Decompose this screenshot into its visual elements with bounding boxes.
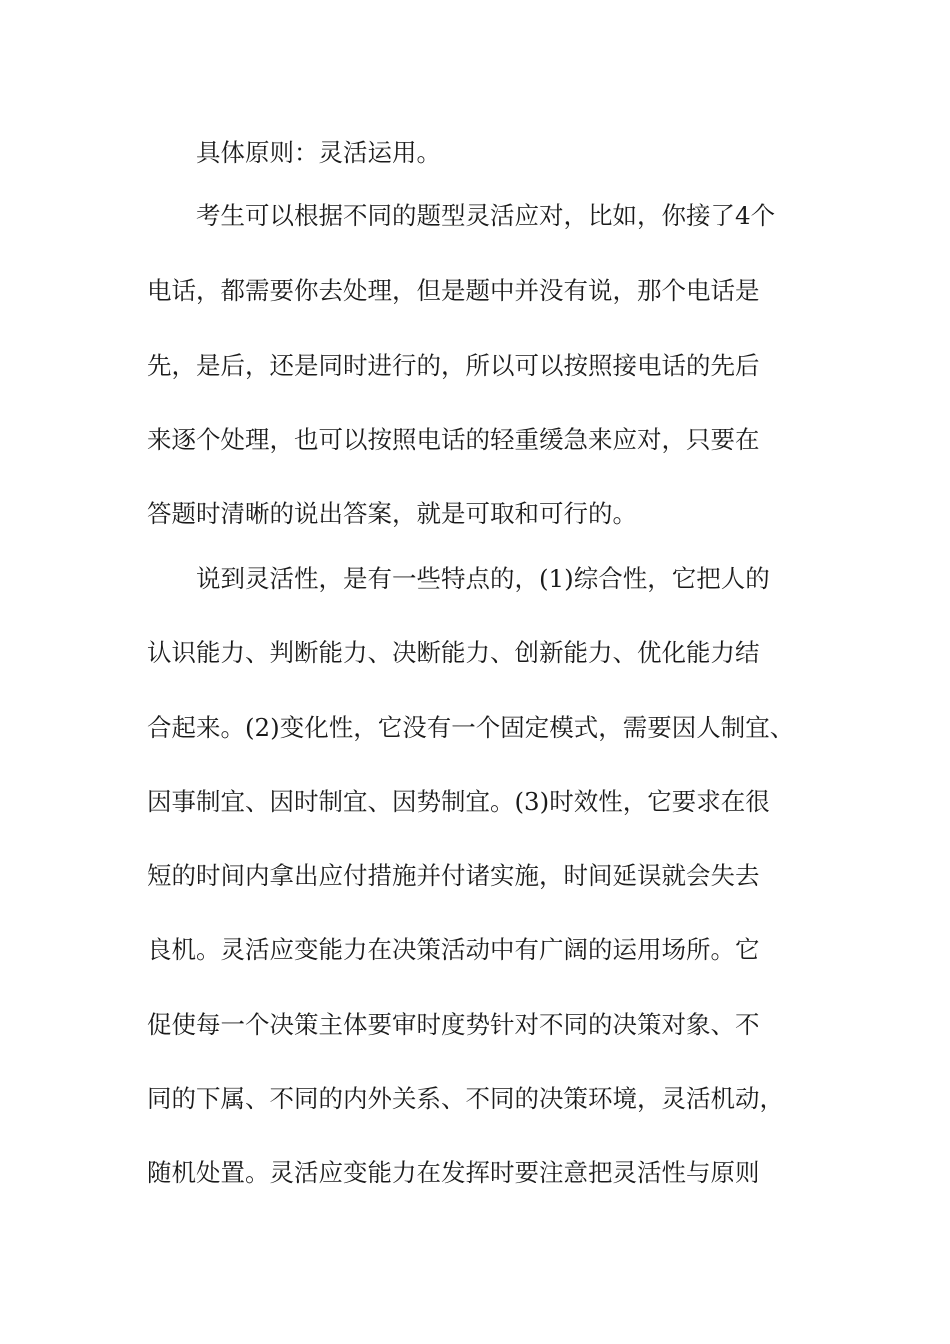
paragraph-line: 考生可以根据不同的题型灵活应对，比如，你接了4个 [196, 201, 776, 230]
paragraph-line: 认识能力、判断能力、决断能力、创新能力、优化能力结 [147, 638, 760, 667]
paragraph-line: 说到灵活性，是有一些特点的，(1)综合性，它把人的 [196, 564, 770, 593]
paragraph-line: 因事制宜、因时制宜、因势制宜。(3)时效性，它要求在很 [147, 787, 770, 816]
paragraph-line: 随机处置。灵活应变能力在发挥时要注意把灵活性与原则 [147, 1158, 760, 1187]
paragraph-line: 答题时清晰的说出答案，就是可取和可行的。 [147, 499, 637, 528]
paragraph-line: 先，是后，还是同时进行的，所以可以按照接电话的先后 [147, 351, 760, 380]
paragraph-line: 短的时间内拿出应付措施并付诸实施，时间延误就会失去 [147, 861, 760, 890]
paragraph-line: 良机。灵活应变能力在决策活动中有广阔的运用场所。它 [147, 935, 760, 964]
paragraph-line: 合起来。(2)变化性，它没有一个固定模式，需要因人制宜、 [147, 713, 795, 742]
paragraph-line: 具体原则：灵活运用。 [196, 138, 441, 167]
paragraph-line: 促使每一个决策主体要审时度势针对不同的决策对象、不 [147, 1010, 760, 1039]
paragraph-line: 电话，都需要你去处理，但是题中并没有说，那个电话是 [147, 276, 760, 305]
paragraph-line: 来逐个处理，也可以按照电话的轻重缓急来应对，只要在 [147, 425, 760, 454]
paragraph-line: 同的下属、不同的内外关系、不同的决策环境，灵活机动， [147, 1084, 784, 1113]
